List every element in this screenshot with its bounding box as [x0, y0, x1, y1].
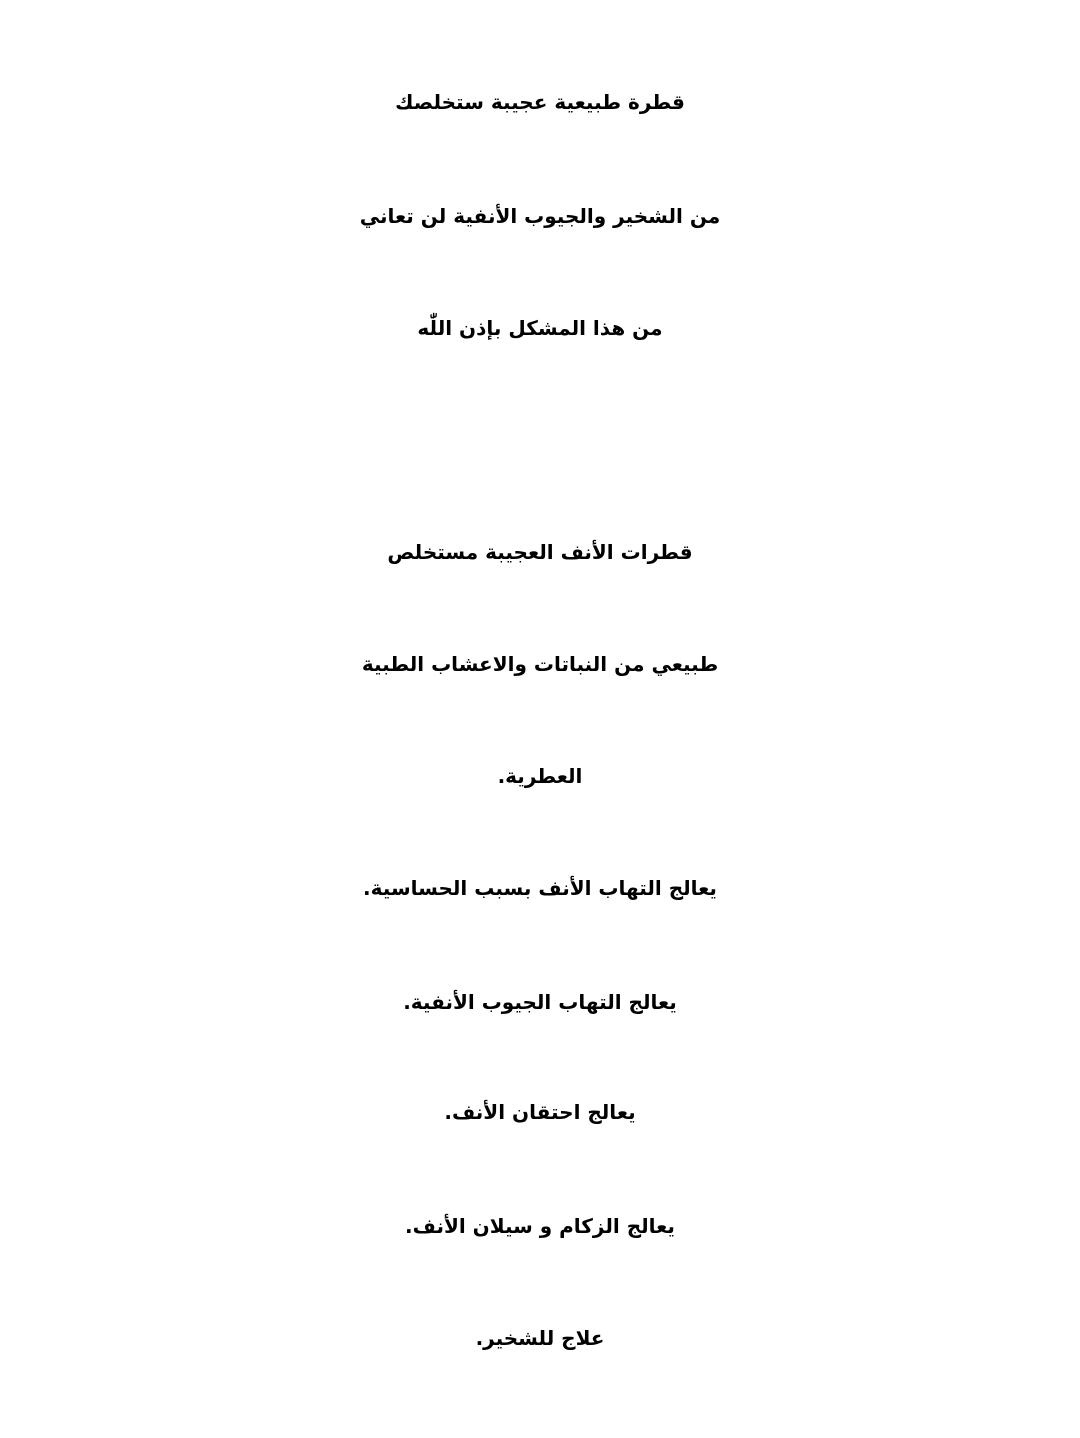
description-line-1: قطرات الأنف العجيبة مستخلص: [387, 540, 693, 564]
benefit-line-3: يعالج احتقان الأنف.: [444, 1100, 636, 1124]
benefit-line-1: يعالج التهاب الأنف بسبب الحساسية.: [363, 876, 717, 900]
intro-line-3: من هذا المشكل بإذن اللّٰه: [417, 316, 663, 340]
benefit-line-2: يعالج التهاب الجيوب الأنفية.: [403, 990, 677, 1014]
description-line-3: العطرية.: [497, 764, 583, 788]
description-line-2: طبيعي من النباتات والاعشاب الطبية: [361, 652, 719, 676]
benefit-line-5: علاج للشخير.: [475, 1326, 605, 1350]
benefit-line-4: يعالج الزكام و سيلان الأنف.: [405, 1214, 675, 1238]
intro-line-2: من الشخير والجيوب الأنفية لن تعاني: [359, 204, 721, 228]
intro-line-1: قطرة طبيعية عجيبة ستخلصك: [395, 90, 685, 114]
